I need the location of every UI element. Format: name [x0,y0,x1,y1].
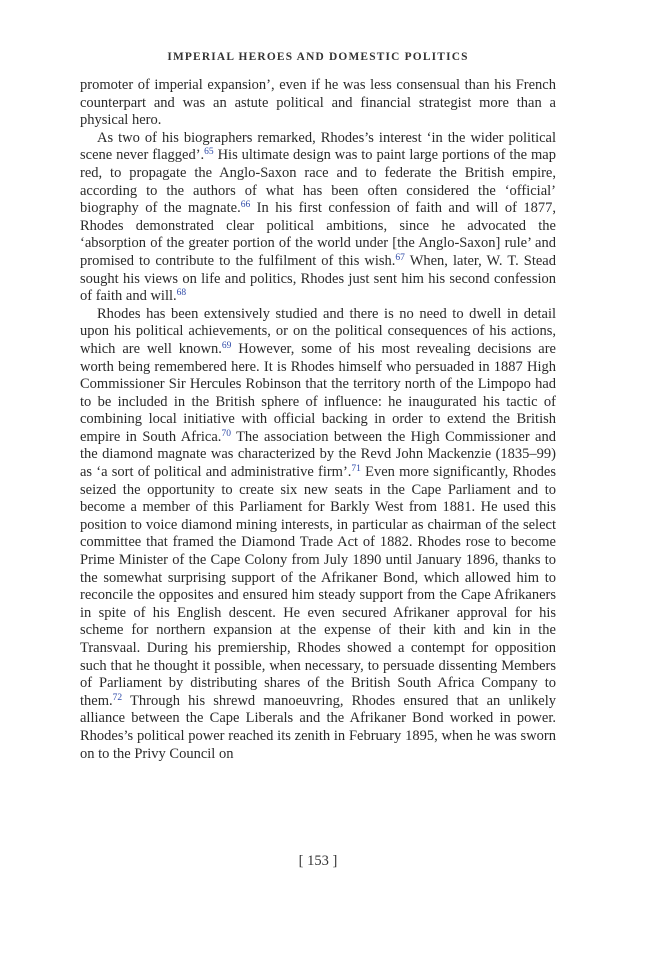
footnote-ref-65[interactable]: 65 [204,147,214,158]
paragraph [80,130,556,306]
paragraph [80,77,556,130]
footnote-ref-66[interactable]: 66 [240,200,251,211]
footnote-ref-68[interactable]: 68 [176,288,187,299]
text-run: His ultimate design was to paint large portions of the map red, to propagate the Anglo-Saxon race and to federate the British empire, according to the authors of what has been often considered the ‘official’ biography of the magnate. [80,147,556,217]
text-run: Rhodes has been extensively studied and there is no need to dwell in detail upon his political achievements, or on the political consequences of his actions, which are well known. [80,305,556,357]
text-run: In his first confession of faith and will of 1877, Rhodes demonstrated clear political ambitions, since he advocated the ‘absorption of the greater portion of the world under [the Anglo-Saxon] rule’ and promised to contribute to the fulfilment of this wish. [80,200,557,269]
paragraph [80,306,556,763]
footnote-ref-69[interactable]: 69 [221,340,232,351]
body-text [80,77,556,763]
text-run: The association between the High Commissioner and the diamond magnate was characterized by the Revd John Mackenzie (1835–99) as ‘a sort of political and administrative firm’. [80,428,556,481]
footnote-ref-67[interactable]: 67 [395,252,405,263]
text-run: Through his shrewd manoeuvring, Rhodes ensured that an unlikely alliance between the Cape Liberals and the Afrikaner Bond worked in power. Rhodes’s political power reached its zenith in February 1895, when he was sworn on to the Privy Council on [80,692,556,762]
running-head: IMPERIAL HEROES AND DOMESTIC POLITICS [167,51,469,63]
text-run: However, some of his most revealing decisions are worth being remembered here. It is Rhodes himself who persuaded in 1887 High Commissioner Sir Hercules Robinson that the territory north of the Limpopo had to be included in the British sphere of influence: he inaugurated his tactic of combining local initiative with official backing in order to extend the British empire in South Africa. [80,340,556,445]
text-run: When, later, W. T. Stead sought his views on life and politics, Rhodes just sent him his second confession of faith and will. [80,252,556,305]
text-run: Even more significantly, Rhodes seized the opportunity to create six new seats in the Cape Parliament and to become a member of this Parliament for Barkly West from 1881. He used this position to voice diamond mining interests, in particular as chairman of the select committee that framed the Diamond Trade Act of 1882. Rhodes rose to become Prime Minister of the Cape Colony from July 1890 until January 1896, thanks to the somewhat surprising support of the Afrikaner Bond, which allowed him to reconcile the opposites and ensured him steady support from the Cape Afrikaners in spite of his English descent. He even secured Afrikaner approval for his scheme for northern expansion at the expense of their kith and kin in the Transvaal. During his premiership, Rhodes showed a contempt for opposition such that he thought it possible, when necessary, to persuade dissenting Members of Parliament by distributing shares of the British South Africa Company to them. [80,464,556,709]
footnote-ref-70[interactable]: 70 [221,428,231,439]
page-number: [ 153 ] [298,853,338,869]
footnote-ref-72[interactable]: 72 [112,692,123,703]
footnote-ref-71[interactable]: 71 [351,464,361,475]
text-run: As two of his biographers remarked, Rhodes’s interest ‘in the wider political scene never flagged’. [80,129,556,164]
text-run: promoter of imperial expansion’, even if he was less consensual than his French counterpart and was an astute political and financial strategist more than a physical hero. [80,77,556,129]
